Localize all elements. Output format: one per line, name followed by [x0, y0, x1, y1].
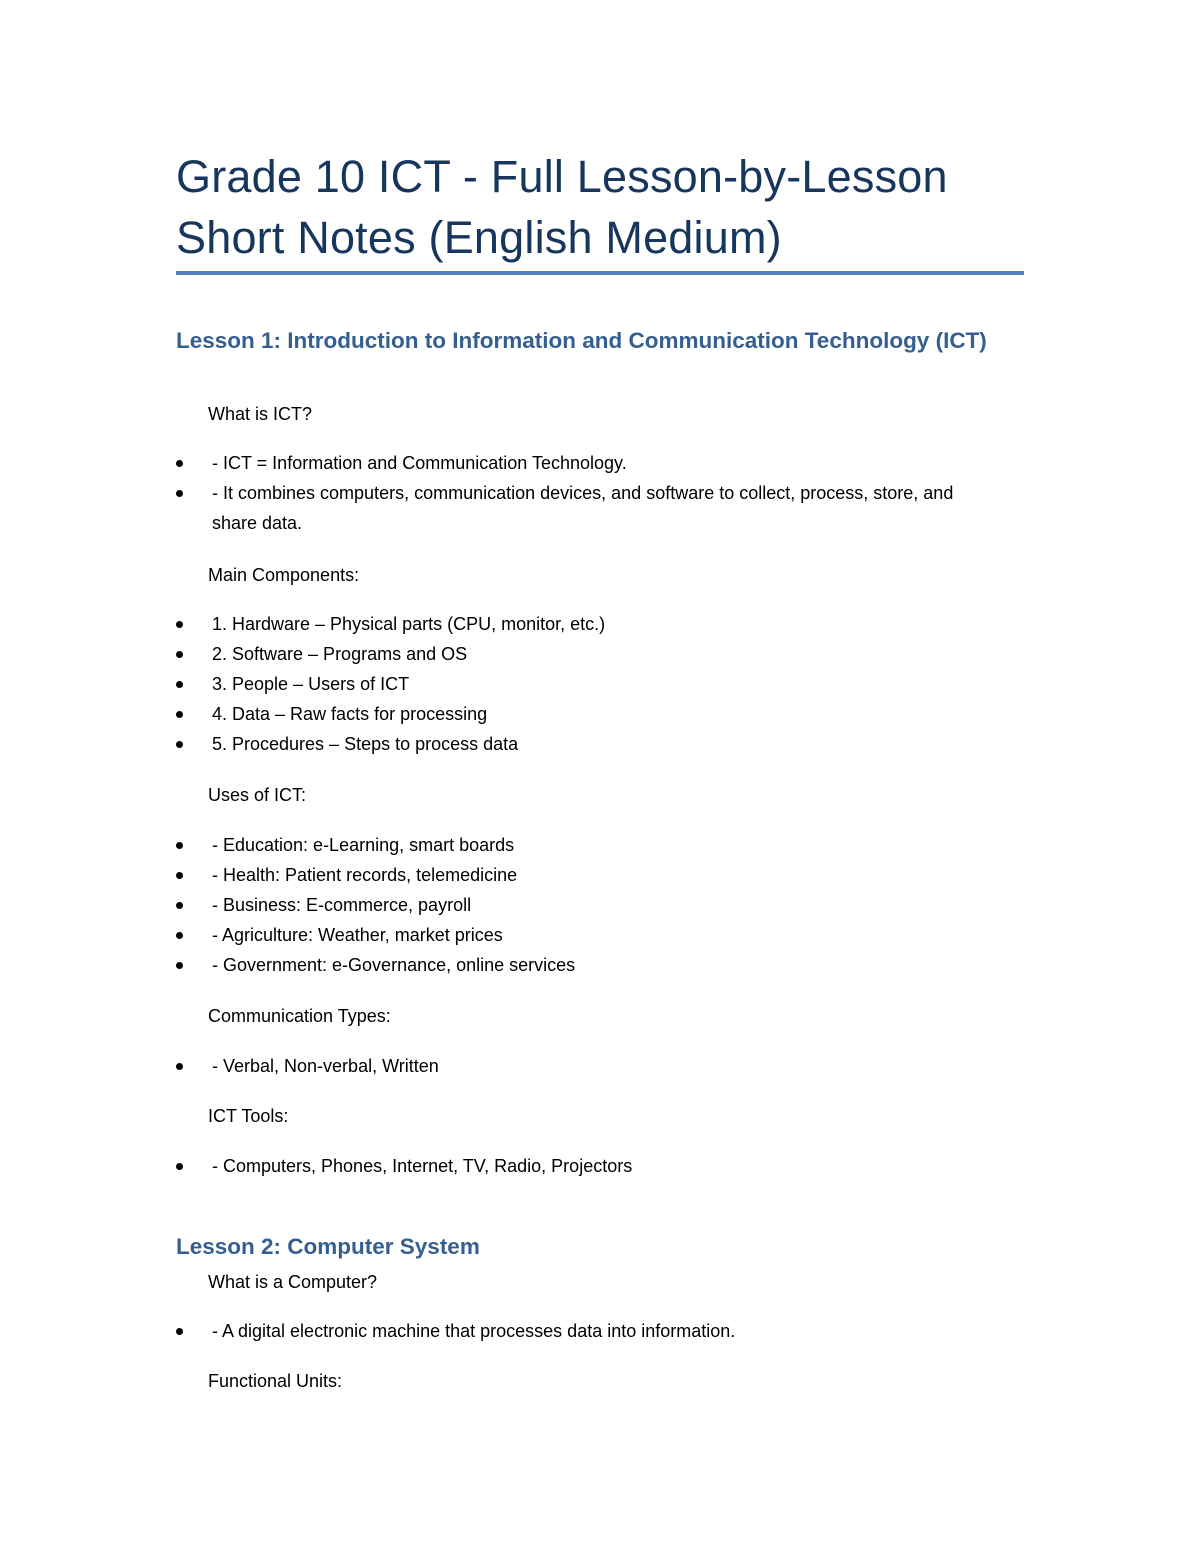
bullet-icon [176, 711, 183, 718]
lesson-2-heading: Lesson 2: Computer System [176, 1234, 480, 1259]
bullet-icon [176, 1328, 183, 1335]
main-components-label: Main Components: [208, 565, 360, 585]
bullet-icon [176, 962, 183, 969]
ict-tools-label: ICT Tools: [208, 1106, 289, 1126]
bullet-icon [176, 490, 183, 497]
bullet-icon [176, 460, 183, 467]
bullet-icon [176, 842, 183, 849]
list-item: - Education: e-Learning, smart boards [176, 830, 996, 860]
list-item: - Business: E-commerce, payroll [176, 890, 996, 920]
title-underline [176, 271, 1024, 275]
what-is-ict-list [176, 448, 996, 538]
communication-types-label: Communication Types: [208, 1006, 391, 1026]
list-item: - ICT = Information and Communication Technology. [176, 448, 996, 478]
lesson-1-heading: Lesson 1: Introduction to Information and Communication Technology (ICT) [176, 328, 987, 353]
bullet-icon [176, 872, 183, 879]
uses-of-ict-label: Uses of ICT: [208, 785, 307, 805]
bullet-icon [176, 621, 183, 628]
main-components-list [176, 609, 996, 759]
bullet-icon [176, 1163, 183, 1170]
list-item: 1. Hardware – Physical parts (CPU, monitor, etc.) [176, 609, 996, 639]
list-item: 2. Software – Programs and OS [176, 639, 996, 669]
document-title: Grade 10 ICT - Full Lesson-by-Lesson Short Notes (English Medium) [176, 151, 948, 263]
ict-tools-list [176, 1151, 996, 1181]
list-item: 5. Procedures – Steps to process data [176, 729, 996, 759]
list-item: - Verbal, Non-verbal, Written [176, 1051, 996, 1081]
bullet-icon [176, 932, 183, 939]
communication-types-list [176, 1051, 996, 1081]
list-item: - Agriculture: Weather, market prices [176, 920, 996, 950]
list-item: 4. Data – Raw facts for processing [176, 699, 996, 729]
bullet-icon [176, 651, 183, 658]
list-item: - Computers, Phones, Internet, TV, Radio, Projectors [176, 1151, 996, 1181]
list-item: - Health: Patient records, telemedicine [176, 860, 996, 890]
what-is-ict-label: What is ICT? [208, 404, 313, 424]
what-is-computer-label: What is a Computer? [208, 1272, 378, 1292]
list-item: 3. People – Users of ICT [176, 669, 996, 699]
list-item: - It combines computers, communication devices, and software to collect, process, store, and share data. [176, 478, 996, 538]
list-item: - A digital electronic machine that processes data into information. [176, 1316, 996, 1346]
bullet-icon [176, 902, 183, 909]
bullet-icon [176, 681, 183, 688]
bullet-icon [176, 741, 183, 748]
bullet-icon [176, 1063, 183, 1070]
functional-units-label: Functional Units: [208, 1371, 343, 1391]
uses-of-ict-list [176, 830, 996, 980]
what-is-computer-list [176, 1316, 996, 1346]
list-item: - Government: e-Governance, online services [176, 950, 996, 980]
